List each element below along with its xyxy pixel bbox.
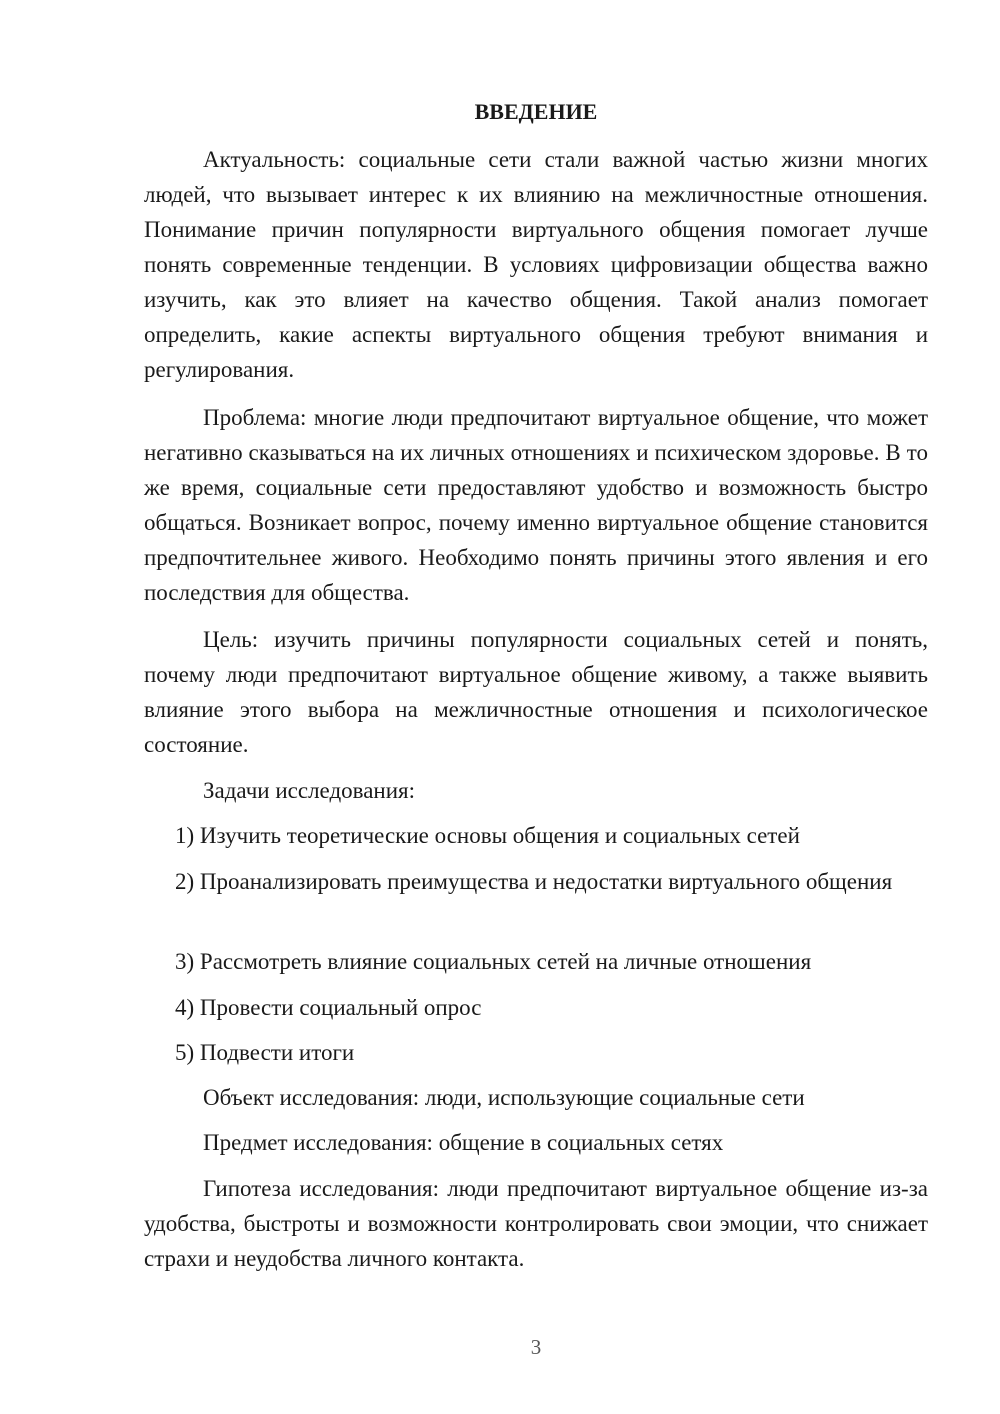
goal-paragraph: Цель: изучить причины популярности социальных сетей и понять, почему люди предпочитают виртуальное общение живому, а также выявить влияние этого выбора на межличностные отношения и психологическое состояние. — [144, 627, 928, 757]
task-item-5: 5) Подвести итоги — [175, 1040, 355, 1065]
task-item-2: 2) Проанализировать преимущества и недостатки виртуального общения — [175, 869, 893, 894]
relevance-paragraph: Актуальность: социальные сети стали важной частью жизни многих людей, что вызывает интерес к их влиянию на межличностные отношения. Понимание причин популярности виртуального общения помогает лучше понять современные тенденции. В условиях цифровизации общества важно изучить, как это влияет на качество общения. Такой анализ помогает определить, какие аспекты виртуального общения требуют внимания и регулирования. — [144, 147, 928, 382]
page-title: ВВЕДЕНИЕ — [474, 99, 598, 124]
task-item-3: 3) Рассмотреть влияние социальных сетей на личные отношения — [175, 949, 812, 974]
subject-paragraph: Предмет исследования: общение в социальных сетях — [203, 1130, 724, 1155]
task-item-4: 4) Провести социальный опрос — [175, 995, 482, 1020]
task-item-1: 1) Изучить теоретические основы общения и социальных сетей — [175, 823, 800, 848]
page-number: 3 — [530, 1335, 542, 1359]
problem-paragraph: Проблема: многие люди предпочитают виртуальное общение, что может негативно сказываться на их личных отношениях и психическом здоровье. В то же время, социальные сети предоставляют удобство и возможность быстро общаться. Возникает вопрос, почему именно виртуальное общение становится предпочтительнее живого. Необходимо понять причины этого явления и его последствия для общества. — [144, 405, 928, 605]
tasks-heading: Задачи исследования: — [203, 778, 416, 803]
hypothesis-paragraph: Гипотеза исследования: люди предпочитают виртуальное общение из-за удобства, быстроты и возможности контролировать свои эмоции, что снижает страхи и неудобства личного контакта. — [144, 1176, 928, 1271]
object-paragraph: Объект исследования: люди, использующие социальные сети — [203, 1085, 805, 1110]
